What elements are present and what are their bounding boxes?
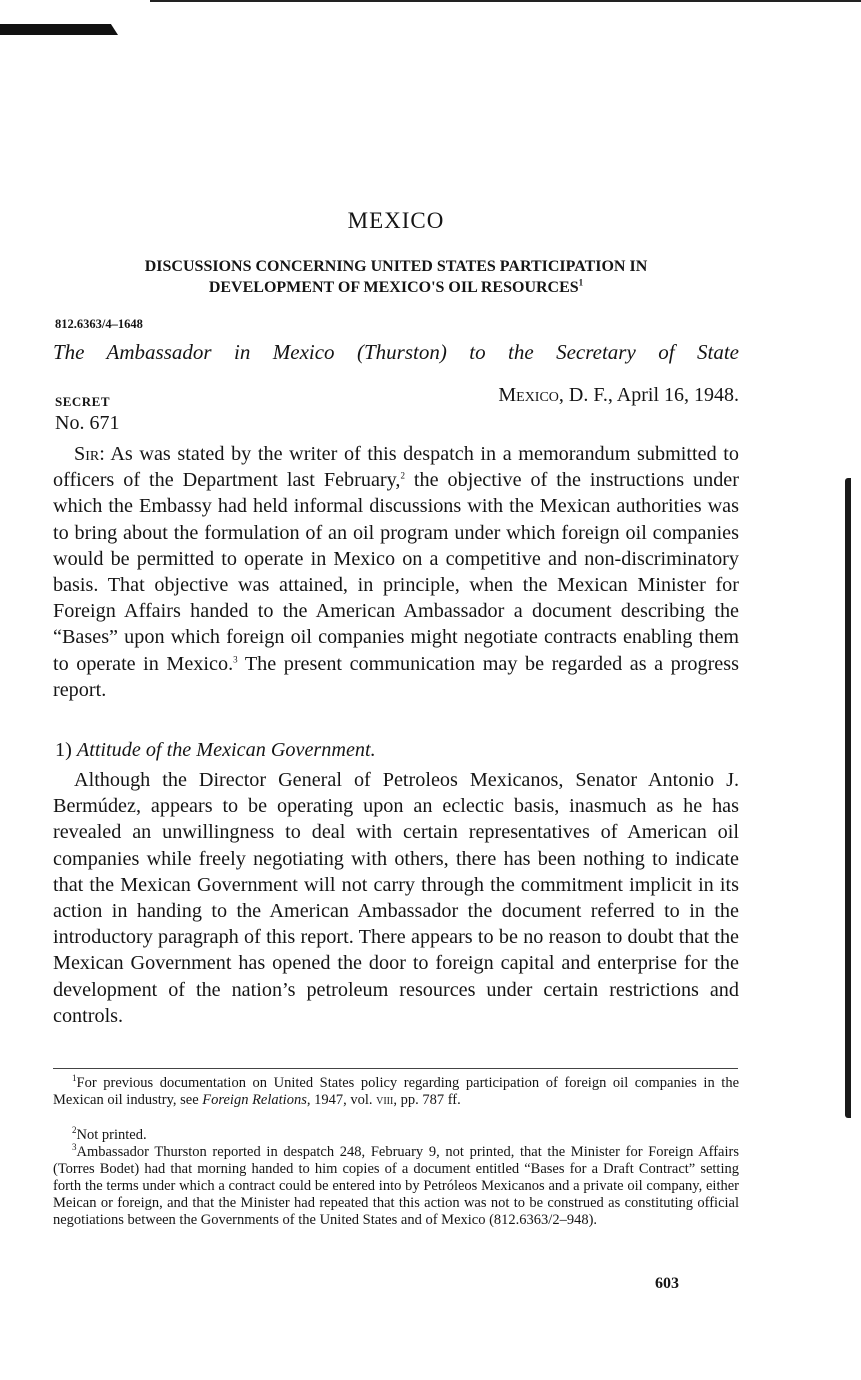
place-date-text: , D. F., April 16, 1948. — [558, 384, 739, 406]
paragraph-1-text-b: the objective of the instructions under which the Embassy had held informal discussions with the Mexican authorities was to bring about the formulation of an oil program under which foreign oil companies would be permitted to operate in Mexico on a competitive and non-discriminatory basis. That objective was attained, in principle, when the Mexican Minister for Foreign Affairs handed to the American Ambassador a document describing the “Bases” upon which foreign oil companies might negotiate contracts enabling them to operate in Mexico. — [53, 469, 739, 675]
headline-line-1: DISCUSSIONS CONCERNING UNITED STATES PARTICIPATION IN — [144, 258, 648, 275]
body-paragraph-2: Although the Director General of Petroleos Mexicanos, Senator Antonio J. Bermúdez, appears to be operating upon an eclectic basis, inasmuch as he has revealed an unwillingness to deal with certain representatives of American oil companies while freely negotiating with others, there has been nothing to indicate that the Mexican Government will not carry through the commitment implicit in its action in handing to the American Ambassador the document referred to in the introductory paragraph of this report. There appears to be no reason to doubt that the Mexican Government has opened the door to foreign capital and enterprise for the development of the nation’s petroleum resources under certain restrictions and controls. — [53, 769, 739, 1027]
headline-footnote-marker: 1 — [578, 277, 584, 288]
despatch-number: No. 671 — [55, 412, 120, 434]
footnote-3-marker: 3 — [72, 1142, 77, 1153]
country-heading: MEXICO — [347, 208, 445, 233]
section-number: 1) — [55, 739, 72, 761]
scan-binding-mark — [0, 24, 118, 35]
footnote-1 — [53, 1075, 739, 1109]
headline-line-2 — [53, 277, 739, 298]
classification-label: SECRET — [55, 394, 111, 409]
footnote-divider — [53, 1068, 738, 1069]
section-heading — [55, 739, 376, 762]
footnote-ref-2: 2 — [400, 470, 405, 481]
paragraph-1-text-c: The present communication may be regarded as a progress report. — [53, 652, 739, 701]
paragraph-1-text-a: : As was stated by the writer of this despatch in a memorandum submitted to officers of the Department last February, — [53, 443, 739, 492]
footnote-3-text: Ambassador Thurston reported in despatch 248, February 9, not printed, that the Minister for Foreign Affairs (Torres Bodet) had that morning handed to him copies of a document entitled “Bases for a Draft Contract” setting forth the terms under which a contract could be entered into by Petróleos Mexicanos and a private oil company, either Meican or foreign, and that the Minister had repeated that this action was not to be construed as constituting official negotiations between the Governments of the United States and of Mexico (812.6363/2–948). — [53, 1144, 739, 1228]
place-and-date — [498, 384, 739, 407]
footnote-1-marker: 1 — [72, 1073, 77, 1084]
footnote-1-text: For previous documentation on United States policy regarding participation of foreign oil companies in the Mexican oil industry, see — [53, 1075, 739, 1108]
document-headline — [53, 256, 739, 298]
place-city: Mexico — [498, 384, 559, 406]
footnote-2-text: Not printed. — [76, 1127, 147, 1143]
footnote-ref-3: 3 — [233, 653, 238, 664]
footnote-1-volume: viii — [376, 1092, 394, 1108]
footnote-2-marker: 2 — [72, 1125, 77, 1136]
section-title: Attitude of the Mexican Government. — [76, 739, 376, 761]
salutation: Sir — [74, 443, 100, 465]
body-paragraph-1 — [53, 441, 739, 703]
footnote-2 — [53, 1127, 739, 1144]
footnote-1-year: , 1947, vol. — [306, 1092, 377, 1108]
file-number: 812.6363/4–1648 — [55, 317, 143, 331]
subject-line: The Ambassador in Mexico (Thurston) to the Secretary of State — [53, 340, 739, 364]
footnote-1-pages: , pp. 787 ff. — [393, 1092, 461, 1108]
footnote-1-citation: Foreign Relations — [202, 1092, 307, 1108]
footnote-3 — [53, 1144, 739, 1229]
scan-page-edge — [845, 478, 851, 1118]
page-number: 603 — [655, 1275, 679, 1292]
scan-top-edge — [150, 0, 861, 2]
headline-line-2-text: DEVELOPMENT OF MEXICO'S OIL RESOURCES — [208, 279, 579, 296]
